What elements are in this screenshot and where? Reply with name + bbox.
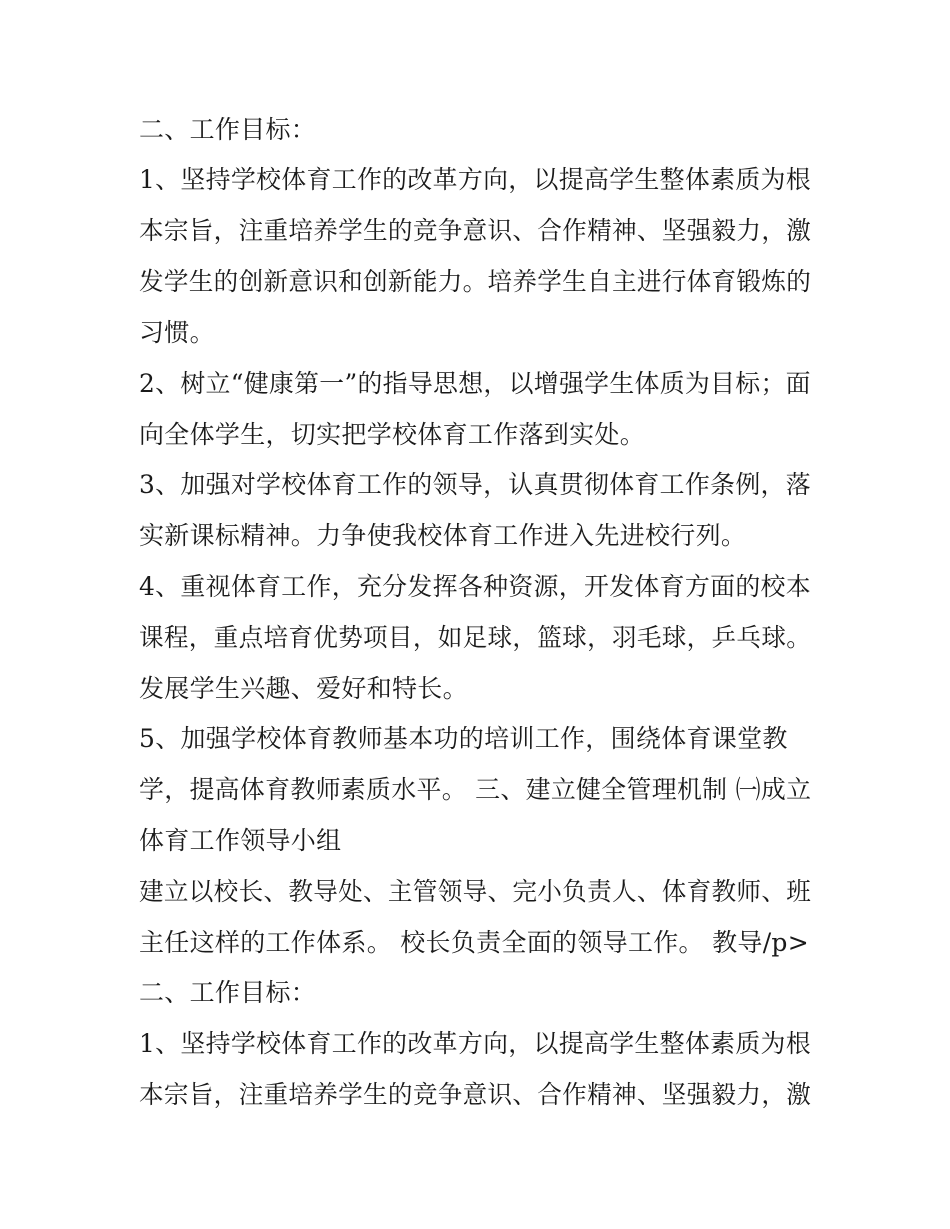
text-line: 3、加强对学校体育工作的领导，认真贯彻体育工作条例，落	[139, 470, 812, 499]
text-line: 1、坚持学校体育工作的改革方向，以提高学生整体素质为根	[139, 1029, 812, 1058]
text-line: 本宗旨，注重培养学生的竞争意识、合作精神、坚强毅力，激	[139, 216, 812, 245]
text-line: 4、重视体育工作，充分发挥各种资源，开发体育方面的校本	[139, 572, 812, 601]
text-line: 主任这样的工作体系。 校长负责全面的领导工作。 教导/p>	[139, 928, 809, 957]
text-line: 体育工作领导小组	[139, 826, 342, 855]
text-line: 建立以校长、教导处、主管领导、完小负责人、体育教师、班	[139, 877, 812, 906]
text-line: 发学生的创新意识和创新能力。培养学生自主进行体育锻炼的	[139, 267, 812, 296]
text-line: 二、工作目标：	[139, 115, 317, 144]
text-line: 课程，重点培育优势项目，如足球，篮球，羽毛球，乒乓球。	[139, 623, 812, 652]
text-line: 学，提高体育教师素质水平。 三、建立健全管理机制 ㈠成立	[139, 775, 812, 804]
text-line: 实新课标精神。力争使我校体育工作进入先进校行列。	[139, 521, 747, 550]
text-line: 1、坚持学校体育工作的改革方向，以提高学生整体素质为根	[139, 165, 812, 194]
text-line: 2、树立“健康第一”的指导思想，以增强学生体质为目标；面	[139, 369, 811, 398]
text-line: 发展学生兴趣、爱好和特长。	[139, 674, 468, 703]
text-line: 本宗旨，注重培养学生的竞争意识、合作精神、坚强毅力，激	[139, 1080, 812, 1109]
text-line: 5、加强学校体育教师基本功的培训工作，围绕体育课堂教	[139, 724, 788, 753]
text-line: 向全体学生，切实把学校体育工作落到实处。	[139, 420, 646, 449]
text-line: 二、工作目标：	[139, 978, 317, 1007]
text-line: 习惯。	[139, 318, 215, 347]
